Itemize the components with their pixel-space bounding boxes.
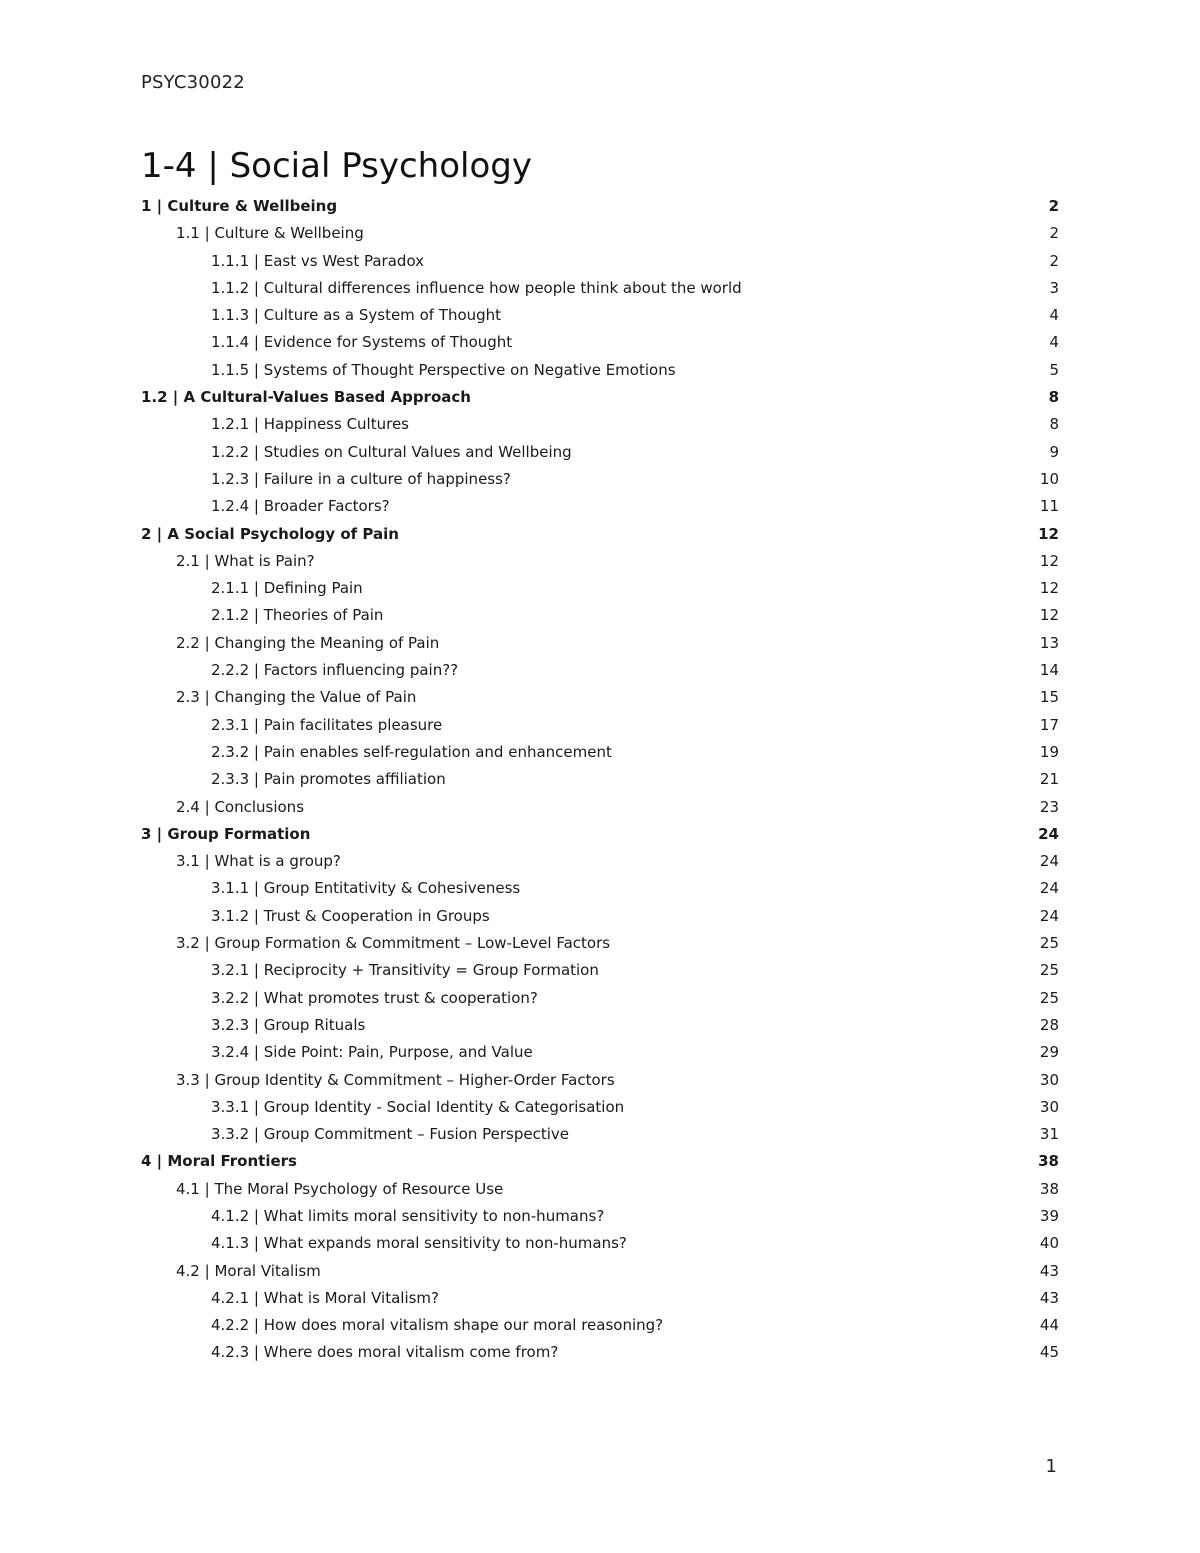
toc-entry-page[interactable]: 31: [1039, 1125, 1059, 1144]
toc-entry-title[interactable]: 2.2.2 | Factors influencing pain??: [211, 661, 459, 680]
toc-entry-page[interactable]: 8: [1048, 388, 1059, 407]
toc-entry-title[interactable]: 2.1 | What is Pain?: [176, 551, 315, 570]
toc-entry-title[interactable]: 3.2 | Group Formation & Commitment – Low-Level Factors: [176, 934, 611, 953]
toc-entry[interactable]: [141, 275, 1059, 302]
toc-entry-page[interactable]: 30: [1039, 1070, 1059, 1089]
toc-entry-title[interactable]: 4.2.1 | What is Moral Vitalism?: [211, 1288, 439, 1307]
toc-entry-title[interactable]: 2.1.1 | Defining Pain: [211, 579, 363, 598]
toc-entry[interactable]: [141, 1148, 1059, 1175]
toc-entry-title[interactable]: 4.2.2 | How does moral vitalism shape our moral reasoning?: [211, 1316, 664, 1335]
page-number: 1: [1045, 1456, 1057, 1477]
toc-entry[interactable]: [141, 684, 1059, 711]
toc-entry-page[interactable]: 38: [1039, 1179, 1059, 1198]
toc-entry-title[interactable]: 2.3.2 | Pain enables self-regulation and enhancement: [211, 742, 612, 761]
toc-entry[interactable]: [141, 1039, 1059, 1066]
toc-entry-page[interactable]: 10: [1039, 469, 1059, 488]
toc-entry-title[interactable]: 2.4 | Conclusions: [176, 797, 305, 816]
toc-entry-page[interactable]: 24: [1039, 879, 1059, 898]
toc-entry-page[interactable]: 44: [1039, 1316, 1059, 1335]
toc-entry[interactable]: [141, 493, 1059, 520]
toc-entry-title[interactable]: 1.1.1 | East vs West Paradox: [211, 251, 425, 270]
toc-entry-page[interactable]: 5: [1049, 360, 1059, 379]
toc-entry-page[interactable]: 38: [1038, 1152, 1059, 1171]
toc-entry-title[interactable]: 1.1.3 | Culture as a System of Thought: [211, 306, 502, 325]
toc-entry-title[interactable]: 1 | Culture & Wellbeing: [141, 197, 338, 215]
toc-entry-title[interactable]: 1.2.1 | Happiness Cultures: [211, 415, 409, 434]
toc-entry[interactable]: [141, 220, 1059, 247]
toc-entry-title[interactable]: 1.2.4 | Broader Factors?: [211, 497, 390, 516]
toc-entry-page[interactable]: 43: [1039, 1261, 1059, 1280]
toc-entry-page[interactable]: 9: [1049, 442, 1059, 461]
toc-entry-title[interactable]: 2 | A Social Psychology of Pain: [141, 524, 399, 543]
toc-entry[interactable]: [141, 1094, 1059, 1121]
toc-entry[interactable]: [141, 766, 1059, 793]
toc-entry[interactable]: [141, 548, 1059, 575]
toc-entry-title[interactable]: 1.2.3 | Failure in a culture of happiness?: [211, 469, 511, 488]
toc-entry[interactable]: [141, 411, 1059, 438]
toc-entry-page[interactable]: 8: [1049, 415, 1059, 434]
toc-entry-title[interactable]: 1.1.2 | Cultural differences influence how people think about the world: [211, 278, 742, 297]
toc-entry[interactable]: [141, 712, 1059, 739]
course-code-header: PSYC30022: [141, 72, 245, 93]
toc-entry-title[interactable]: 1.2 | A Cultural-Values Based Approach: [141, 388, 471, 407]
toc-entry-page[interactable]: 2: [1049, 251, 1059, 270]
toc-entry-page[interactable]: 25: [1039, 934, 1059, 953]
toc-entry-page[interactable]: 24: [1039, 906, 1059, 925]
toc-entry-page[interactable]: 4: [1049, 333, 1059, 352]
toc-entry-page[interactable]: 2: [1049, 224, 1059, 243]
toc-entry-page[interactable]: 12: [1039, 551, 1059, 570]
toc-entry[interactable]: [141, 1012, 1059, 1039]
toc-entry-title[interactable]: 2.3.3 | Pain promotes affiliation: [211, 770, 446, 789]
toc-entry[interactable]: [141, 1203, 1059, 1230]
toc-entry-page[interactable]: 17: [1039, 715, 1059, 734]
toc-entry[interactable]: [141, 1121, 1059, 1148]
toc-entry[interactable]: [141, 903, 1059, 930]
toc-entry[interactable]: [141, 848, 1059, 875]
toc-entry-page[interactable]: 14: [1039, 661, 1059, 680]
toc-entry-title[interactable]: 3 | Group Formation: [141, 824, 311, 843]
toc-entry-page[interactable]: 30: [1039, 1097, 1059, 1116]
toc-entry[interactable]: [141, 930, 1059, 957]
toc-entry-page[interactable]: 12: [1038, 524, 1059, 543]
toc-entry-title[interactable]: 4.1 | The Moral Psychology of Resource Use: [176, 1179, 504, 1198]
toc-entry[interactable]: [141, 248, 1059, 275]
toc-entry[interactable]: [141, 357, 1059, 384]
toc-entry-title[interactable]: 1.2.2 | Studies on Cultural Values and Wellbeing: [211, 442, 572, 461]
toc-entry[interactable]: [141, 302, 1059, 329]
toc-entry-title[interactable]: 2.3 | Changing the Value of Pain: [176, 688, 417, 707]
toc-entry-title[interactable]: 2.3.1 | Pain facilitates pleasure: [211, 715, 443, 734]
toc-entry-page[interactable]: 21: [1039, 770, 1059, 789]
toc-entry[interactable]: [141, 1176, 1059, 1203]
toc-entry[interactable]: [141, 794, 1059, 821]
toc-entry-page[interactable]: 3: [1049, 278, 1059, 297]
toc-entry[interactable]: [141, 439, 1059, 466]
toc-entry-title[interactable]: 3.2.1 | Reciprocity + Transitivity = Group Formation: [211, 961, 599, 980]
toc-entry-page[interactable]: 29: [1039, 1043, 1059, 1062]
toc-entry[interactable]: [141, 985, 1059, 1012]
toc-entry-page[interactable]: 11: [1039, 497, 1059, 516]
toc-entry[interactable]: [141, 1230, 1059, 1257]
toc-entry[interactable]: [141, 875, 1059, 902]
toc-entry[interactable]: [141, 630, 1059, 657]
toc-entry-page[interactable]: 40: [1039, 1234, 1059, 1253]
toc-entry-page[interactable]: 24: [1039, 852, 1059, 871]
toc-entry-title[interactable]: 3.2.4 | Side Point: Pain, Purpose, and Value: [211, 1043, 533, 1062]
toc-entry-page[interactable]: 2: [1048, 197, 1059, 215]
toc-entry-title[interactable]: 4 | Moral Frontiers: [141, 1152, 297, 1171]
toc-entry-page[interactable]: 12: [1039, 606, 1059, 625]
toc-entry-page[interactable]: 25: [1039, 961, 1059, 980]
toc-entry-title[interactable]: 4.2.3 | Where does moral vitalism come from?: [211, 1343, 559, 1362]
toc-entry-title[interactable]: 1.1.5 | Systems of Thought Perspective on Negative Emotions: [211, 360, 676, 379]
toc-entry-title[interactable]: 4.1.2 | What limits moral sensitivity to non-humans?: [211, 1206, 605, 1225]
toc-entry[interactable]: [141, 193, 1059, 220]
toc-entry-page[interactable]: 39: [1039, 1206, 1059, 1225]
toc-entry[interactable]: [141, 384, 1059, 411]
toc-entry-title[interactable]: 4.2 | Moral Vitalism: [176, 1261, 321, 1280]
toc-entry[interactable]: [141, 821, 1059, 848]
toc-entry-title[interactable]: 1.1 | Culture & Wellbeing: [176, 224, 364, 243]
toc-entry-page[interactable]: 12: [1039, 579, 1059, 598]
toc-entry[interactable]: [141, 329, 1059, 356]
toc-entry-title[interactable]: 1.1.4 | Evidence for Systems of Thought: [211, 333, 513, 352]
toc-entry[interactable]: [141, 1339, 1059, 1366]
toc-entry-title[interactable]: 3.1 | What is a group?: [176, 852, 341, 871]
toc-entry-title[interactable]: 3.1.1 | Group Entitativity & Cohesiveness: [211, 879, 521, 898]
toc-entry[interactable]: [141, 466, 1059, 493]
toc-entry-title[interactable]: 3.1.2 | Trust & Cooperation in Groups: [211, 906, 490, 925]
toc-entry[interactable]: [141, 1312, 1059, 1339]
toc-entry-title[interactable]: 3.2.2 | What promotes trust & cooperation?: [211, 988, 538, 1007]
toc-entry-page[interactable]: 19: [1039, 742, 1059, 761]
toc-entry-page[interactable]: 13: [1039, 633, 1059, 652]
toc-entry[interactable]: [141, 657, 1059, 684]
toc-entry[interactable]: [141, 957, 1059, 984]
toc-entry-title[interactable]: 2.1.2 | Theories of Pain: [211, 606, 384, 625]
toc-entry-page[interactable]: 24: [1038, 824, 1059, 843]
toc-entry-title[interactable]: 3.2.3 | Group Rituals: [211, 1015, 366, 1034]
toc-entry[interactable]: [141, 521, 1059, 548]
table-of-contents: [141, 193, 1059, 1367]
toc-entry-title[interactable]: 4.1.3 | What expands moral sensitivity to non-humans?: [211, 1234, 627, 1253]
toc-entry[interactable]: [141, 602, 1059, 629]
toc-entry-page[interactable]: 28: [1039, 1015, 1059, 1034]
toc-entry[interactable]: [141, 575, 1059, 602]
toc-entry-page[interactable]: 15: [1039, 688, 1059, 707]
toc-entry-title[interactable]: 3.3 | Group Identity & Commitment – Higher-Order Factors: [176, 1070, 615, 1089]
toc-entry-page[interactable]: 45: [1039, 1343, 1059, 1362]
toc-entry[interactable]: [141, 1258, 1059, 1285]
toc-entry[interactable]: [141, 1067, 1059, 1094]
toc-entry-title[interactable]: 3.3.1 | Group Identity - Social Identity & Categorisation: [211, 1097, 625, 1116]
toc-entry-title[interactable]: 2.2 | Changing the Meaning of Pain: [176, 633, 440, 652]
toc-entry-page[interactable]: 23: [1039, 797, 1059, 816]
toc-entry-page[interactable]: 4: [1049, 306, 1059, 325]
document-title: 1-4 | Social Psychology: [141, 146, 532, 186]
toc-entry-page[interactable]: 43: [1039, 1288, 1059, 1307]
toc-entry-title[interactable]: 3.3.2 | Group Commitment – Fusion Perspective: [211, 1125, 570, 1144]
toc-entry[interactable]: [141, 739, 1059, 766]
toc-entry[interactable]: [141, 1285, 1059, 1312]
toc-entry-page[interactable]: 25: [1039, 988, 1059, 1007]
